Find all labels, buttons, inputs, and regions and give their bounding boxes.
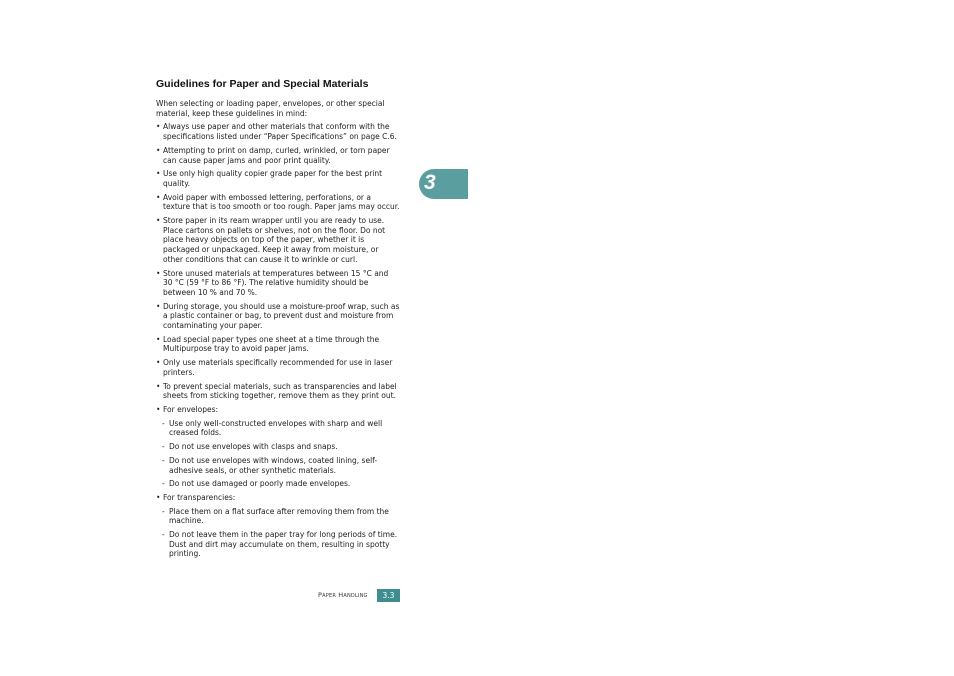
bullet-item: • Use only high quality copier grade paper for the best print quality. — [156, 169, 383, 188]
chapter-number: 3 — [424, 171, 436, 194]
bullet-icon: • — [156, 145, 161, 155]
transparency-subitem: - Do not leave them in the paper tray for long periods of time. Dust and dirt may accumulate on them, resulting in spotty printing. — [162, 530, 398, 559]
bullet-item: • Load special paper types one sheet at a time through the Multipurpose tray to avoid paper jams. — [156, 334, 380, 354]
bullet-icon: • — [156, 301, 161, 311]
footer-section-title: Paper Handling — [318, 591, 368, 599]
bullet-icon: • — [156, 216, 161, 226]
bullet-icon: • — [156, 192, 161, 202]
bullet-item: • During storage, you should use a moisture-proof wrap, such as a plastic container or bag, to prevent dust and moisture from contaminating your paper. — [156, 301, 400, 331]
dash-icon: - — [162, 418, 165, 428]
bullet-icon: • — [156, 169, 161, 179]
dash-icon: - — [162, 506, 165, 516]
bullet-icon: • — [156, 404, 161, 414]
bullet-icon: • — [156, 381, 161, 391]
bullet-icon: • — [156, 492, 161, 502]
transparency-subitem: - Place them on a flat surface after removing them from the machine. — [162, 506, 389, 526]
bullet-item-envelopes: • For envelopes: — [156, 404, 219, 414]
envelope-subitem: - Do not use damaged or poorly made envelopes. — [162, 479, 351, 489]
bullet-icon: • — [156, 122, 161, 132]
bullet-item: • To prevent special materials, such as transparencies and label sheets from sticking together, remove them as they print out. — [156, 381, 397, 401]
bullet-item: • Attempting to print on damp, curled, wrinkled, or torn paper can cause paper jams and poor print quality. — [156, 145, 390, 165]
page-number-badge: 3.3 — [377, 589, 400, 602]
bullet-item-transparencies: • For transparencies: — [156, 492, 236, 502]
envelope-subitem: - Use only well-constructed envelopes with sharp and well creased folds. — [162, 418, 383, 438]
content-column — [156, 78, 400, 563]
dash-icon: - — [162, 479, 165, 489]
dash-icon: - — [162, 530, 165, 540]
bullet-icon: • — [156, 268, 161, 278]
intro-paragraph: When selecting or loading paper, envelopes, or other special material, keep these guidelines in mind: — [156, 99, 385, 118]
bullet-item: • Only use materials specifically recommended for use in laser printers. — [156, 358, 393, 377]
chapter-tab — [419, 169, 468, 199]
dash-icon: - — [162, 442, 165, 452]
dash-icon: - — [162, 455, 165, 465]
bullet-icon: • — [156, 358, 161, 368]
bullet-item: • Avoid paper with embossed lettering, perforations, or a texture that is too smooth or too rough. Paper jams may occur. — [156, 192, 400, 212]
bullet-icon: • — [156, 334, 161, 344]
bullet-item: • Store unused materials at temperatures between 15 °C and 30 °C (59 °F to 86 °F). The relative humidity should be between 10 % and 70 %. — [156, 268, 389, 297]
envelope-subitem: - Do not use envelopes with windows, coated lining, self-adhesive seals, or other synthetic materials. — [162, 455, 378, 475]
section-heading: Guidelines for Paper and Special Materials — [156, 78, 369, 90]
envelope-subitem: - Do not use envelopes with clasps and snaps. — [162, 442, 338, 452]
bullet-item: • Store paper in its ream wrapper until you are ready to use. Place cartons on pallets or shelves, not on the floor. Do not place heavy objects on top of the paper, whether it is packaged or unpackaged. Keep it away from moisture, or other conditions that can cause it to wrinkle or curl. — [156, 216, 386, 264]
bullet-item: • Always use paper and other materials that conform with the specifications listed under “Paper Specifications” on page C.6. — [156, 122, 397, 142]
